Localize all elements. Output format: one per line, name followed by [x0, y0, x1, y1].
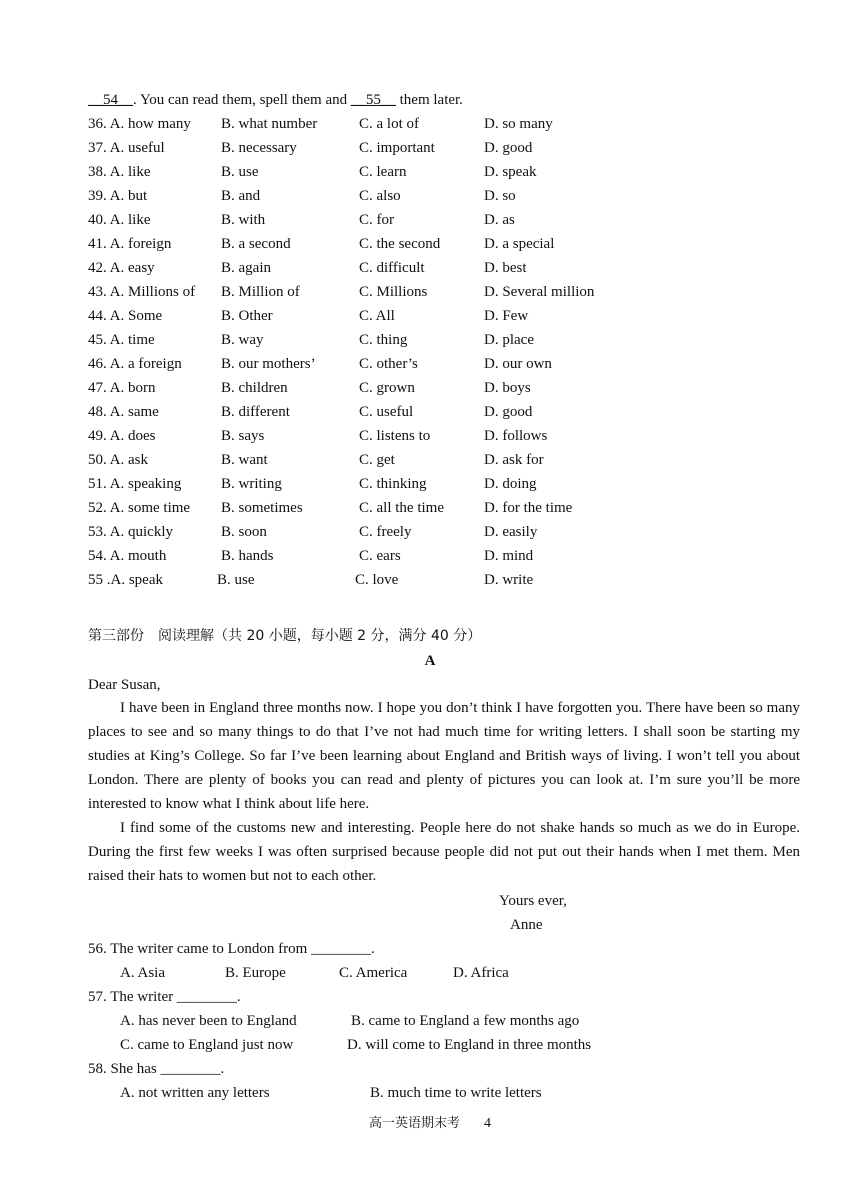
- option-a: 38. A. like: [88, 164, 151, 180]
- option-d: D. a special: [484, 236, 555, 252]
- option-c: C. other’s: [359, 356, 418, 372]
- option-c: C. Millions: [359, 284, 428, 300]
- option-d: D. speak: [484, 164, 537, 180]
- option-a: 36. A. how many: [88, 116, 191, 132]
- option-d: D. good: [484, 404, 533, 420]
- option-b: B. writing: [221, 476, 282, 492]
- option-c: C. useful: [359, 404, 414, 420]
- option-a: 46. A. a foreign: [88, 356, 182, 372]
- option-b: B. necessary: [221, 140, 297, 156]
- footer-label: 高一英语期末考: [368, 1116, 460, 1131]
- option-d: D. easily: [484, 524, 538, 540]
- question-57-stem: 57. The writer ________.: [88, 989, 241, 1005]
- question-56-stem: 56. The writer came to London from ________.: [88, 941, 375, 957]
- option-b: B. again: [221, 260, 271, 276]
- option-d: D. place: [484, 332, 534, 348]
- option-d: D. good: [484, 140, 533, 156]
- option-b: B. want: [221, 452, 268, 468]
- letter-closing: Yours ever,: [499, 893, 567, 909]
- passage-title: A: [424, 653, 436, 669]
- option-d: D. boys: [484, 380, 531, 396]
- option-c: C. listens to: [359, 428, 431, 444]
- option-d: D. so: [484, 188, 516, 204]
- option-a: 41. A. foreign: [88, 236, 172, 252]
- option-b: B. a second: [221, 236, 291, 252]
- option-c: C. grown: [359, 380, 415, 396]
- option-a: 39. A. but: [88, 188, 148, 204]
- option-d: D. our own: [484, 356, 552, 372]
- option-a: 43. A. Millions of: [88, 284, 196, 300]
- option-c: C. get: [359, 452, 395, 468]
- page-number: 4: [484, 1116, 491, 1131]
- option-c: C. freely: [359, 524, 412, 540]
- option-b: B. Other: [221, 308, 273, 324]
- option-a: 44. A. Some: [88, 308, 163, 324]
- option-b: B. use: [221, 164, 259, 180]
- option-a: 47. A. born: [88, 380, 156, 396]
- q58-option-b: B. much time to write letters: [370, 1085, 542, 1101]
- option-b: B. different: [221, 404, 290, 420]
- cloze-tail-line: [88, 90, 463, 110]
- option-c: C. also: [359, 188, 401, 204]
- option-d: D. for the time: [484, 500, 573, 516]
- option-c: C. learn: [359, 164, 407, 180]
- option-b: B. soon: [221, 524, 267, 540]
- option-c: C. the second: [359, 236, 441, 252]
- option-b: B. hands: [221, 548, 274, 564]
- option-c: C. all the time: [359, 500, 444, 516]
- option-d: D. best: [484, 260, 527, 276]
- option-c: C. thing: [359, 332, 408, 348]
- cloze-text-1: . You can read them, spell them and: [133, 92, 351, 108]
- option-a: 49. A. does: [88, 428, 156, 444]
- option-c: C. for: [359, 212, 394, 228]
- option-b: B. use: [217, 572, 255, 588]
- option-b: B. with: [221, 212, 266, 228]
- q57-option-d: D. will come to England in three months: [347, 1037, 592, 1053]
- option-d: D. doing: [484, 476, 537, 492]
- option-d: D. Several million: [484, 284, 595, 300]
- letter-paragraph-1: I have been in England three months now. I hope you don’t think I have forgotten you. There have been so many places to see and so many things to do that I’ve not had much time for writing letters. I shall soon be starting my studies at King’s College. So far I’ve been learning about England and British ways of living. I won’t tell you about London. There are plenty of books you can read and plenty of pictures you can look at. I’m sure you’ll be more interested to know what I think about life here.: [88, 700, 800, 812]
- letter-greeting: Dear Susan,: [88, 677, 161, 693]
- option-c: C. a lot of: [359, 116, 419, 132]
- q56-option-b: B. Europe: [225, 965, 286, 981]
- q57-option-a: A. has never been to England: [120, 1013, 297, 1029]
- option-d: D. as: [484, 212, 515, 228]
- option-d: D. Few: [484, 308, 529, 324]
- blank-54: __54__: [88, 92, 133, 108]
- option-a: 50. A. ask: [88, 452, 148, 468]
- option-a: 52. A. some time: [88, 500, 191, 516]
- q58-option-a: A. not written any letters: [120, 1085, 270, 1101]
- option-c: C. ears: [359, 548, 401, 564]
- option-d: D. write: [484, 572, 534, 588]
- q57-option-b: B. came to England a few months ago: [351, 1013, 580, 1029]
- letter-paragraph-2: I find some of the customs new and interesting. People here do not shake hands so much as we do in Europe. During the first few weeks I was often surprised because people did not put out their hands when I met them. Men raised their hats to women but not to each other.: [88, 820, 800, 884]
- option-a: 55 .A. speak: [88, 572, 163, 588]
- q56-option-c: C. America: [339, 965, 408, 981]
- option-a: 37. A. useful: [88, 140, 165, 156]
- option-b: B. way: [221, 332, 264, 348]
- letter-signature: Anne: [510, 917, 543, 933]
- option-a: 42. A. easy: [88, 260, 155, 276]
- option-d: D. so many: [484, 116, 553, 132]
- option-c: C. difficult: [359, 260, 425, 276]
- option-b: B. what number: [221, 116, 318, 132]
- option-a: 45. A. time: [88, 332, 155, 348]
- option-b: B. our mothers’: [221, 356, 316, 372]
- q56-option-a: A. Asia: [120, 965, 165, 981]
- option-c: C. All: [359, 308, 395, 324]
- section-heading: 第三部份 阅读理解（共 20 小题，每小题 2 分，满分 40 分）: [88, 628, 482, 644]
- option-a: 48. A. same: [88, 404, 159, 420]
- option-b: B. says: [221, 428, 265, 444]
- option-d: D. ask for: [484, 452, 544, 468]
- option-c: C. thinking: [359, 476, 427, 492]
- option-a: 54. A. mouth: [88, 548, 167, 564]
- q56-option-d: D. Africa: [453, 965, 509, 981]
- option-d: D. mind: [484, 548, 534, 564]
- option-a: 51. A. speaking: [88, 476, 182, 492]
- option-b: B. children: [221, 380, 288, 396]
- option-c: C. love: [355, 572, 399, 588]
- option-b: B. and: [221, 188, 261, 204]
- option-b: B. Million of: [221, 284, 300, 300]
- q57-option-c: C. came to England just now: [120, 1037, 294, 1053]
- option-a: 53. A. quickly: [88, 524, 173, 540]
- option-d: D. follows: [484, 428, 548, 444]
- option-b: B. sometimes: [221, 500, 303, 516]
- option-c: C. important: [359, 140, 435, 156]
- page-footer: [0, 1114, 860, 1134]
- option-a: 40. A. like: [88, 212, 151, 228]
- cloze-text-2: them later.: [395, 92, 463, 108]
- question-58-stem: 58. She has ________.: [88, 1061, 225, 1077]
- blank-55: __55__: [350, 92, 396, 108]
